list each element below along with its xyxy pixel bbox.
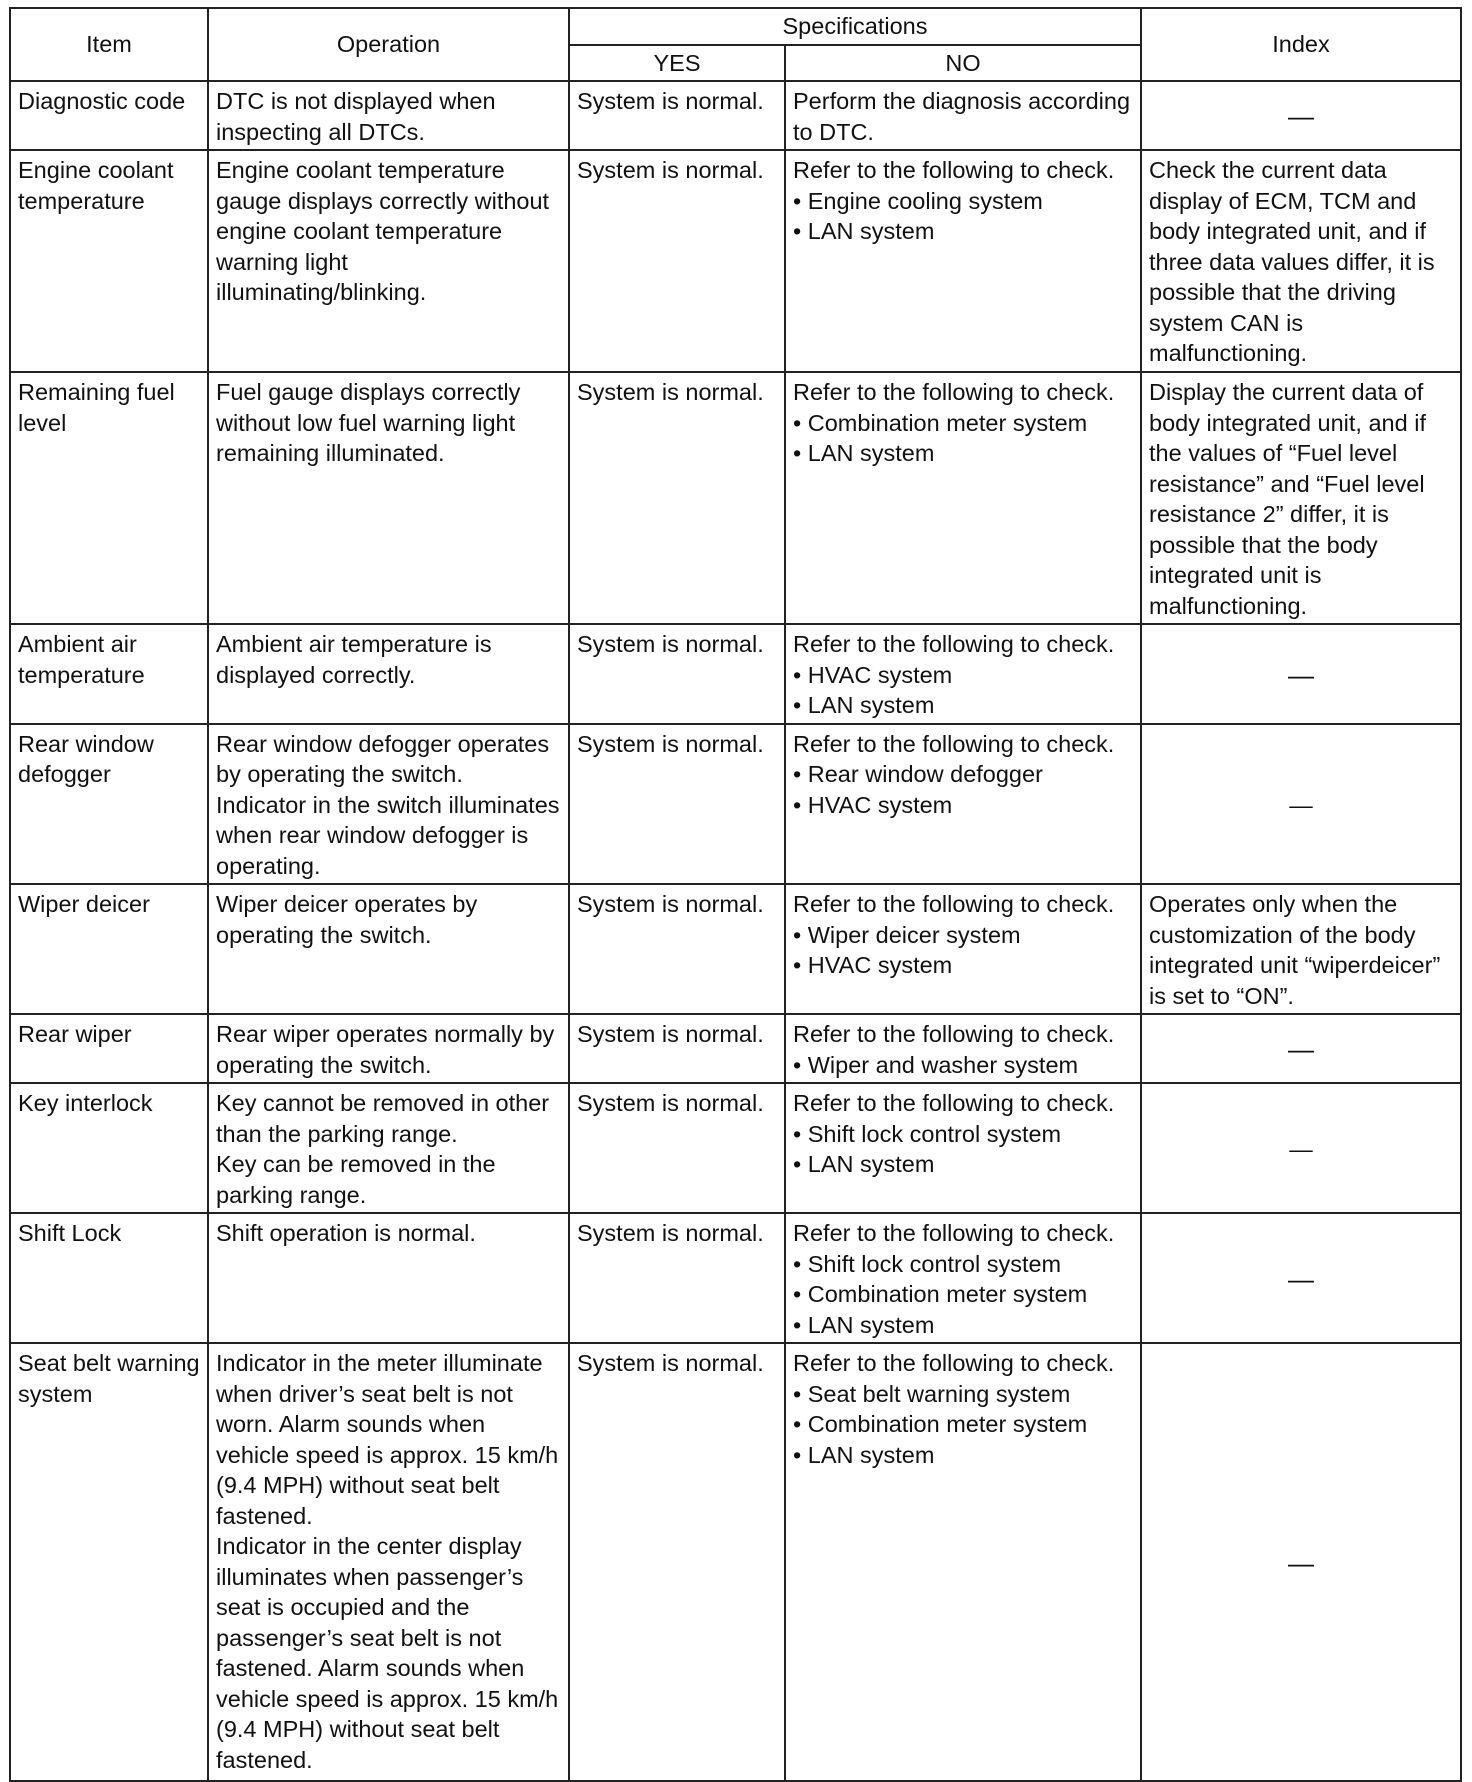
- operation-cell: Key cannot be removed in other than the parking range. Key can be removed in the parking range.: [208, 1083, 569, 1213]
- operation-cell: Rear wiper operates normally by operating the switch.: [208, 1014, 569, 1083]
- index-cell: Display the current data of body integrated unit, and if the values of “Fuel level resistance” and “Fuel level resistance 2” differ, it is possible that the body integrated unit is malfunctioning.: [1141, 372, 1461, 624]
- table-row: [10, 1213, 1461, 1343]
- operation-cell: Rear window defogger operates by operating the switch. Indicator in the switch illuminates when rear window defogger is operating.: [208, 724, 569, 885]
- item-cell: Seat belt warning system: [10, 1343, 208, 1781]
- item-cell: Rear window defogger: [10, 724, 208, 885]
- operation-cell: Shift operation is normal.: [208, 1213, 569, 1343]
- table-body: [10, 81, 1461, 1781]
- item-cell: Engine coolant temperature: [10, 150, 208, 372]
- item-cell: Wiper deicer: [10, 884, 208, 1014]
- table-header: [10, 8, 1461, 81]
- header-item: Item: [10, 8, 208, 81]
- yes-cell: System is normal.: [569, 372, 785, 624]
- yes-cell: System is normal.: [569, 624, 785, 724]
- item-cell: Key interlock: [10, 1083, 208, 1213]
- index-cell: Operates only when the customization of the body integrated unit “wiperdeicer” is set to “ON”.: [1141, 884, 1461, 1014]
- header-yes: YES: [569, 45, 785, 82]
- no-cell: Refer to the following to check. • Wiper and washer system: [785, 1014, 1141, 1083]
- header-index: Index: [1141, 8, 1461, 81]
- index-cell: Check the current data display of ECM, TCM and body integrated unit, and if three data values differ, it is possible that the driving system CAN is malfunctioning.: [1141, 150, 1461, 372]
- yes-cell: System is normal.: [569, 724, 785, 885]
- header-operation: Operation: [208, 8, 569, 81]
- index-cell: —: [1141, 1083, 1461, 1213]
- item-cell: Shift Lock: [10, 1213, 208, 1343]
- yes-cell: System is normal.: [569, 884, 785, 1014]
- no-cell: Refer to the following to check. • Rear window defogger • HVAC system: [785, 724, 1141, 885]
- no-cell: Refer to the following to check. • HVAC system • LAN system: [785, 624, 1141, 724]
- table-row: [10, 372, 1461, 624]
- operation-cell: DTC is not displayed when inspecting all DTCs.: [208, 81, 569, 150]
- index-cell: —: [1141, 81, 1461, 150]
- item-cell: Ambient air temperature: [10, 624, 208, 724]
- item-cell: Remaining fuel level: [10, 372, 208, 624]
- table-row: [10, 1083, 1461, 1213]
- item-cell: Rear wiper: [10, 1014, 208, 1083]
- index-cell: —: [1141, 1213, 1461, 1343]
- index-cell: —: [1141, 1343, 1461, 1781]
- header-no: NO: [785, 45, 1141, 82]
- no-cell: Refer to the following to check. • Engine cooling system • LAN system: [785, 150, 1141, 372]
- yes-cell: System is normal.: [569, 1083, 785, 1213]
- yes-cell: System is normal.: [569, 150, 785, 372]
- no-cell: Refer to the following to check. • Wiper deicer system • HVAC system: [785, 884, 1141, 1014]
- header-specifications: Specifications: [569, 8, 1141, 45]
- table-row: [10, 624, 1461, 724]
- table-row: [10, 724, 1461, 885]
- operation-cell: Indicator in the meter illuminate when driver’s seat belt is not worn. Alarm sounds when vehicle speed is approx. 15 km/h (9.4 MPH) without seat belt fastened. Indicator in the center display illuminates when passenger’s seat is occupied and the passenger’s seat belt is not fastened. Alarm sounds when vehicle speed is approx. 15 km/h (9.4 MPH) without seat belt fastened.: [208, 1343, 569, 1781]
- diagnosis-table: [9, 7, 1462, 1782]
- yes-cell: System is normal.: [569, 1343, 785, 1781]
- yes-cell: System is normal.: [569, 1014, 785, 1083]
- yes-cell: System is normal.: [569, 1213, 785, 1343]
- table-row: [10, 150, 1461, 372]
- table-row: [10, 1343, 1461, 1781]
- index-cell: —: [1141, 724, 1461, 885]
- operation-cell: Engine coolant temperature gauge displays correctly without engine coolant temperature warning light illuminating/blinking.: [208, 150, 569, 372]
- no-cell: Perform the diagnosis according to DTC.: [785, 81, 1141, 150]
- item-cell: Diagnostic code: [10, 81, 208, 150]
- index-cell: —: [1141, 624, 1461, 724]
- no-cell: Refer to the following to check. • Shift lock control system • Combination meter system • LAN system: [785, 1213, 1141, 1343]
- table-row: [10, 81, 1461, 150]
- operation-cell: Wiper deicer operates by operating the switch.: [208, 884, 569, 1014]
- yes-cell: System is normal.: [569, 81, 785, 150]
- no-cell: Refer to the following to check. • Seat belt warning system • Combination meter system • LAN system: [785, 1343, 1141, 1781]
- table-row: [10, 884, 1461, 1014]
- table-row: [10, 1014, 1461, 1083]
- no-cell: Refer to the following to check. • Shift lock control system • LAN system: [785, 1083, 1141, 1213]
- operation-cell: Ambient air temperature is displayed correctly.: [208, 624, 569, 724]
- operation-cell: Fuel gauge displays correctly without low fuel warning light remaining illuminated.: [208, 372, 569, 624]
- no-cell: Refer to the following to check. • Combination meter system • LAN system: [785, 372, 1141, 624]
- index-cell: —: [1141, 1014, 1461, 1083]
